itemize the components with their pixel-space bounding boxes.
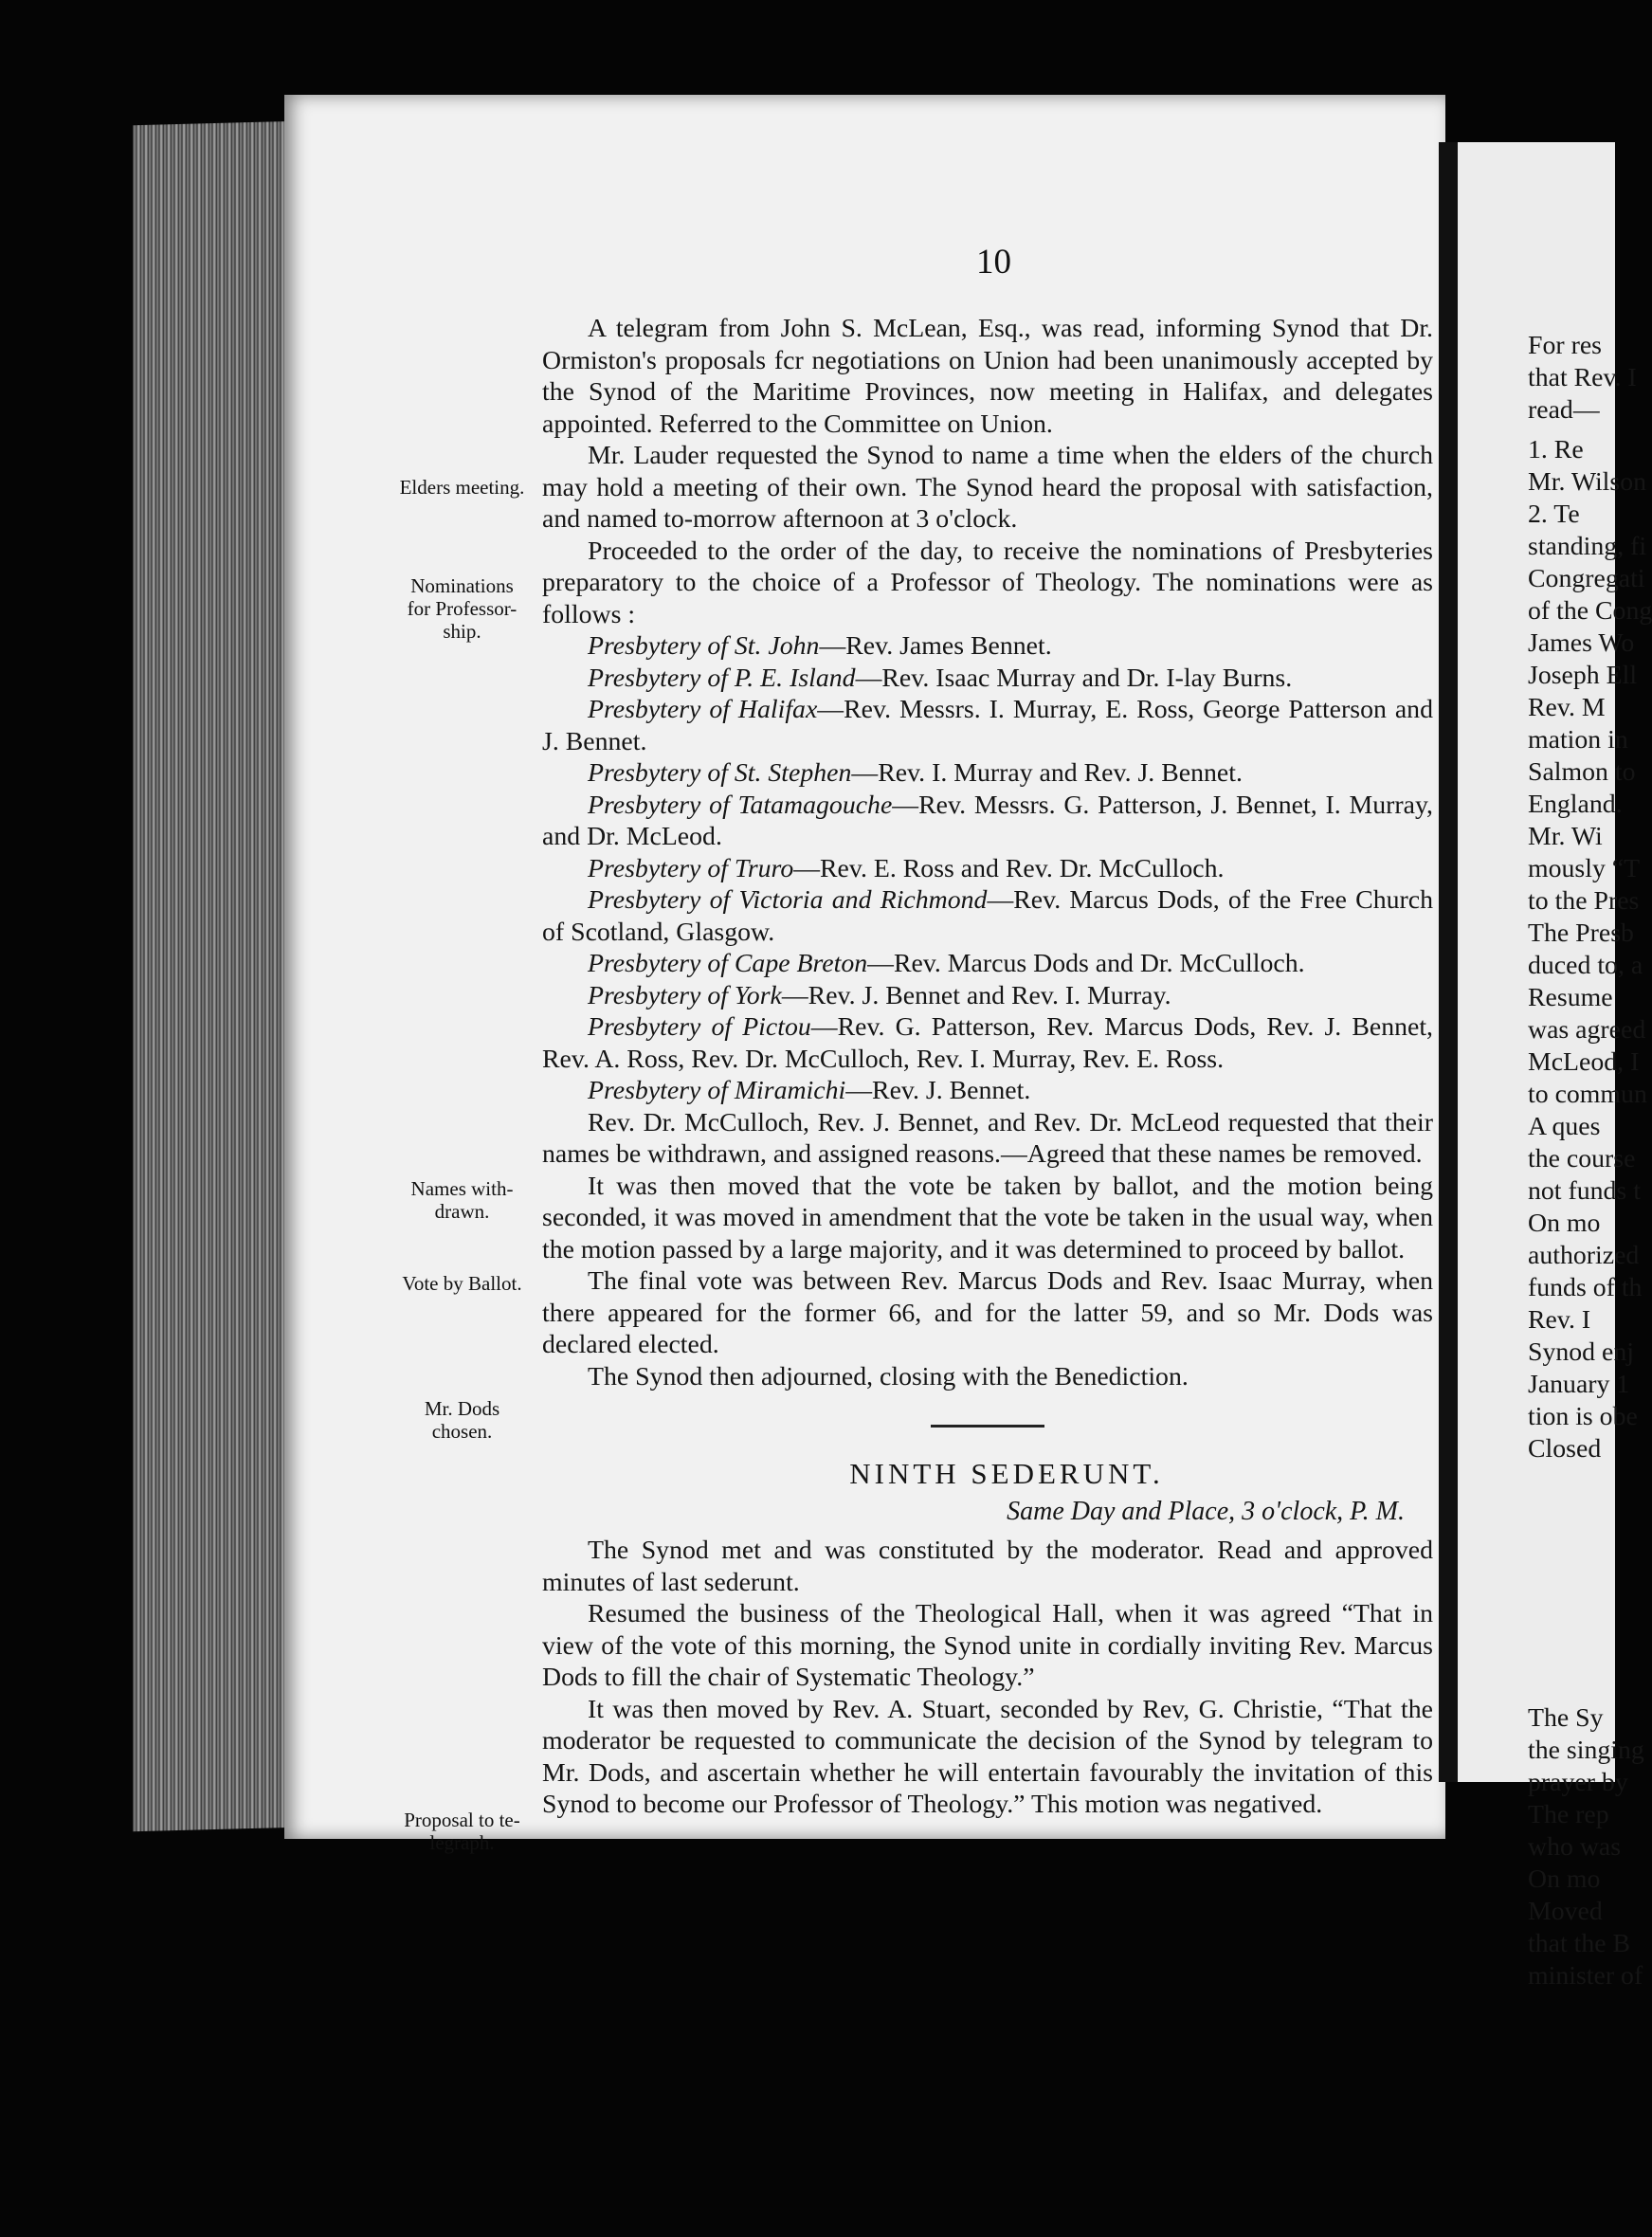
right-page-line: Salmon to xyxy=(1528,757,1636,787)
right-page-line: tion is obe xyxy=(1528,1402,1638,1431)
presbytery-entry: Presbytery of Cape Breton—Rev. Marcus Dods and Dr. McCulloch. xyxy=(588,949,1305,978)
sederunt-subheading: Same Day and Place, 3 o'clock, P. M. xyxy=(1007,1496,1405,1526)
right-page-line: read— xyxy=(1528,395,1600,425)
right-page-line: authorized xyxy=(1528,1241,1640,1270)
presbytery-entry: Presbytery of St. Stephen—Rev. I. Murray and Rev. J. Bennet. xyxy=(588,758,1243,788)
right-page-line: mation in xyxy=(1528,725,1628,755)
margin-note-nominations: Nominations for Professor- ship. xyxy=(407,574,517,643)
right-page-line: Rev. I xyxy=(1528,1305,1591,1335)
right-page-line: Moved xyxy=(1528,1897,1603,1926)
right-page-line: mously “T xyxy=(1528,854,1641,883)
right-page-line: On mo xyxy=(1528,1209,1601,1238)
main-text xyxy=(542,313,1433,1821)
right-page-line: The Sy xyxy=(1528,1703,1604,1733)
right-page-line: Mr. Wilson xyxy=(1528,467,1647,497)
right-page-line: to the Pres xyxy=(1528,886,1640,916)
right-page-line: 1. Re xyxy=(1528,435,1584,464)
right-page-line: of the Cong xyxy=(1528,596,1652,626)
page-number: 10 xyxy=(976,243,1011,282)
right-page-line: funds of th xyxy=(1528,1273,1643,1302)
right-page-line: For res xyxy=(1528,331,1602,360)
right-page-line: Synod enj xyxy=(1528,1337,1634,1367)
page-gutter xyxy=(1439,142,1460,1782)
presbytery-entry: Presbytery of Miramichi—Rev. J. Bennet. xyxy=(588,1076,1031,1105)
sederunt-heading: NINTH SEDERUNT. xyxy=(849,1457,1164,1490)
paragraph-nominations: Proceeded to the order of the day, to receive the nominations of Presbyteries preparatory to the choice of a Professor of Theology. The nominations were as follows : xyxy=(542,536,1433,629)
paragraph-telegram: A telegram from John S. McLean, Esq., was read, informing Synod that Dr. Ormiston's proposals fcr negotiations on Union had been unanimously accepted by the Synod of the Maritime Provinces, now meeting in Halifax, and delegates appointed. Referred to the Committee on Union. xyxy=(542,314,1433,439)
right-page-line: prayer by xyxy=(1528,1768,1628,1797)
right-page-line: Congregati xyxy=(1528,564,1645,593)
paragraph-elders: Mr. Lauder requested the Synod to name a time when the elders of the church may hold a meeting of their own. The Synod heard the proposal with satisfaction, and named to-morrow afternoon at 3 o'clock. xyxy=(542,441,1433,534)
right-page-line: Rev. M xyxy=(1528,693,1606,722)
right-page-line: A ques xyxy=(1528,1112,1601,1141)
right-page-line: The Presb xyxy=(1528,918,1634,948)
right-page-line: James Wo xyxy=(1528,628,1635,658)
paragraph-resumed: Resumed the business of the Theological Hall, when it was agreed “That in view of the vote of this morning, the Synod unite in cordially inviting Rev. Marcus Dods to fill the chair of Systematic Theology.” xyxy=(542,1599,1433,1692)
presbytery-entry: Presbytery of York—Rev. J. Bennet and Rev. I. Murray. xyxy=(588,980,1171,1010)
book-page-edges xyxy=(133,121,299,1832)
right-page-line: England. xyxy=(1528,790,1623,819)
paragraph-withdrawn: Rev. Dr. McCulloch, Rev. J. Bennet, and Rev. Dr. McLeod requested that their names be withdrawn, and assigned reasons.—Agreed that these names be removed. xyxy=(542,1107,1433,1169)
right-page-line: not funds t xyxy=(1528,1176,1641,1206)
right-page-line: to commun xyxy=(1528,1080,1647,1109)
right-page-line: Closed xyxy=(1528,1434,1602,1464)
margin-note-dods: Mr. Dods chosen. xyxy=(424,1397,500,1443)
right-page-line: that Rev. I xyxy=(1528,363,1637,392)
presbytery-entry: Presbytery of Victoria and Richmond—Rev. Marcus Dods, of the Free Church of Scotland, Glasgow. xyxy=(542,885,1433,947)
margin-note-ballot: Vote by Ballot. xyxy=(402,1272,522,1295)
right-page-line: The rep xyxy=(1528,1800,1609,1829)
paragraph-adjourned: The Synod then adjourned, closing with the Benediction. xyxy=(588,1361,1189,1391)
right-page-line: that the B xyxy=(1528,1929,1631,1958)
right-page-line: On mo xyxy=(1528,1864,1601,1894)
right-page-line: the singing xyxy=(1528,1736,1644,1765)
paragraph-constituted: The Synod met and was constituted by the moderator. Read and approved minutes of last sederunt. xyxy=(542,1536,1433,1597)
right-page-line: Mr. Wi xyxy=(1528,822,1603,851)
right-page-line: minister of xyxy=(1528,1961,1643,1991)
presbytery-entry: Presbytery of Truro—Rev. E. Ross and Rev. Dr. McCulloch. xyxy=(588,853,1225,883)
presbytery-entry: Presbytery of Tatamagouche—Rev. Messrs. G. Patterson, J. Bennet, I. Murray, and Dr. McLeod. xyxy=(542,790,1433,851)
paragraph-final-vote: The final vote was between Rev. Marcus Dods and Rev. Isaac Murray, when there appeared for the former 66, and for the latter 59, and so Mr. Dods was declared elected. xyxy=(542,1266,1433,1359)
right-page-line: was agreed xyxy=(1528,1015,1646,1045)
presbytery-entry: Presbytery of Halifax—Rev. Messrs. I. Murray, E. Ross, George Patterson and J. Bennet. xyxy=(542,695,1433,756)
right-page-line: the course xyxy=(1528,1144,1636,1173)
paragraph-telegraph: It was then moved by Rev. A. Stuart, seconded by Rev, G. Christie, “That the moderator be requested to communicate the decision of the Synod by telegram to Mr. Dods, and ascertain whether he will entertain favourably the invitation of this Synod to become our Professor of Theology.” This motion was negatived. xyxy=(542,1694,1433,1819)
right-page-line: duced to, a xyxy=(1528,951,1643,980)
presbytery-entry: Presbytery of Pictou—Rev. G. Patterson, Rev. Marcus Dods, Rev. J. Bennet, Rev. A. Ross, Rev. Dr. McCulloch, Rev. I. Murray, Rev. E. Ross. xyxy=(542,1012,1434,1074)
section-divider xyxy=(931,1425,1044,1428)
margin-note-elders: Elders meeting. xyxy=(399,476,525,499)
right-page-line: 2. Te xyxy=(1528,500,1580,529)
margin-note-telegraph: Proposal to te- legraph. xyxy=(404,1809,520,1854)
presbytery-entry: Presbytery of St. John—Rev. James Bennet. xyxy=(588,631,1052,661)
right-page-line: January 1 xyxy=(1528,1370,1630,1399)
margin-note-withdrawn: Names with- drawn. xyxy=(410,1177,514,1223)
right-page-line: who was xyxy=(1528,1832,1622,1862)
right-page-line: Joseph Ell xyxy=(1528,661,1638,690)
right-page-line: McLeod, I xyxy=(1528,1047,1640,1077)
right-page-line: Resume xyxy=(1528,983,1613,1012)
paragraph-ballot: It was then moved that the vote be taken by ballot, and the motion being seconded, it was moved in amendment that the vote be taken in the usual way, when the motion passed by a large majority, and it was determined to proceed by ballot. xyxy=(542,1171,1433,1264)
presbytery-entry: Presbytery of P. E. Island—Rev. Isaac Murray and Dr. I-lay Burns. xyxy=(588,663,1293,693)
right-page-line: standing, fi xyxy=(1528,532,1647,561)
